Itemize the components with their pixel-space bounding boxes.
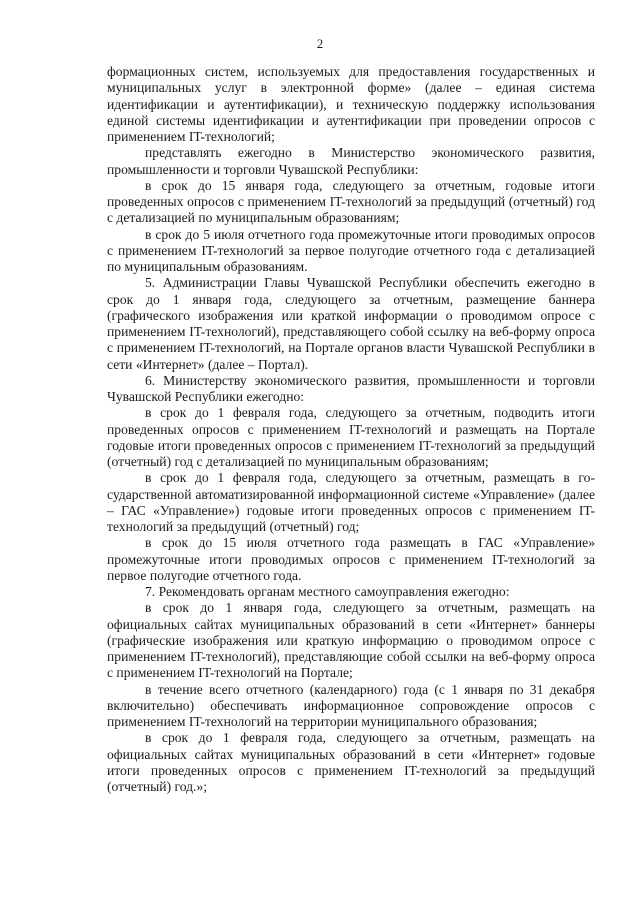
paragraph: в течение всего отчетного (календарного) года (с 1 января по 31 декабря включительно) обеспечивать информационное сопровождение опросов с применением IT-технологий на территории муниципального образования; xyxy=(107,681,595,729)
paragraph-item-6: 6. Министерству экономического развития, промышленности и торговли Чувашской Республики ежегодно: xyxy=(107,372,595,404)
document-body xyxy=(107,64,595,795)
page-number: 2 xyxy=(316,36,324,51)
paragraph: в срок до 15 января года, следующего за отчетным, годовые итоги проведенных опросов с применением IT-технологий за предыдущий (отчетный) год с детализацией по муниципальным образованиям; xyxy=(107,177,595,226)
paragraph-item-7: 7. Рекомендовать органам местного самоуправления ежегодно: xyxy=(145,584,510,599)
paragraph: в срок до 1 февраля года, следующего за отчетным, подводить итоги проведенных опросов с применением IT-технологий и размещать на Портале годовые итоги проведенных опросов с применением IT-технологий за предыдущий (отчетный) год с детализацией по муниципальным образованиям; xyxy=(107,405,595,469)
paragraph: в срок до 1 февраля года, следующего за отчетным, размещать на официальных сайтах муниципальных образований в сети «Интернет» годовые итоги проведенных опросов с применением IT-технологий за предыдущий (отчетный) год.»; xyxy=(107,730,595,794)
paragraph: представлять ежегодно в Министерство экономического развития, промышленности и торговли Чувашской Республики: xyxy=(107,145,595,177)
paragraph: в срок до 1 февраля года, следующего за отчетным, размещать в государственной автоматизированной информационной системе «Управление» (далее – ГАС «Управление») годовые итоги проведенных опросов с применением IT-технологий за предыдущий (отчетный) год; xyxy=(107,470,595,534)
paragraph: в срок до 15 июля отчетного года размещать в ГАС «Управление» промежуточные итоги проводимых опросов с применением IT-технологий за первое полугодие отчетного года. xyxy=(107,535,595,583)
paragraph: в срок до 1 января года, следующего за отчетным, размещать на официальных сайтах муниципальных образований в сети «Интернет» баннеры (графические изображения или краткую информацию о проводимом опросе с применением IT-технологий), представляющие собой ссылки на веб-форму опроса с применением IT-технологий на Портале; xyxy=(107,600,595,681)
paragraph-continuation: формационных систем, используемых для предоставления государственных и муниципальных услуг в электронной форме» (далее – единая система идентификации и аутентификации), и техническую поддержку использования единой системы идентификации и аутентификации при проведении опросов с применением IT-технологий; xyxy=(107,64,595,144)
paragraph-item-5: 5. Администрации Главы Чувашской Республики обеспечить ежегодно в срок до 1 января года, следующего за отчетным, размещение баннера (графического изображения или краткой информации о проводимом опросе с применением IT-технологий), представляющего собой ссылку на веб-форму опроса с применением IT-технологий, на Портале органов власти Чувашской Республики в сети «Интернет» (далее – Портал). xyxy=(107,275,595,372)
paragraph: в срок до 5 июля отчетного года промежуточные итоги проводимых опросов с применением IT-технологий за первое полугодие отчетного года с детализацией по муниципальным образованиям. xyxy=(107,226,595,274)
